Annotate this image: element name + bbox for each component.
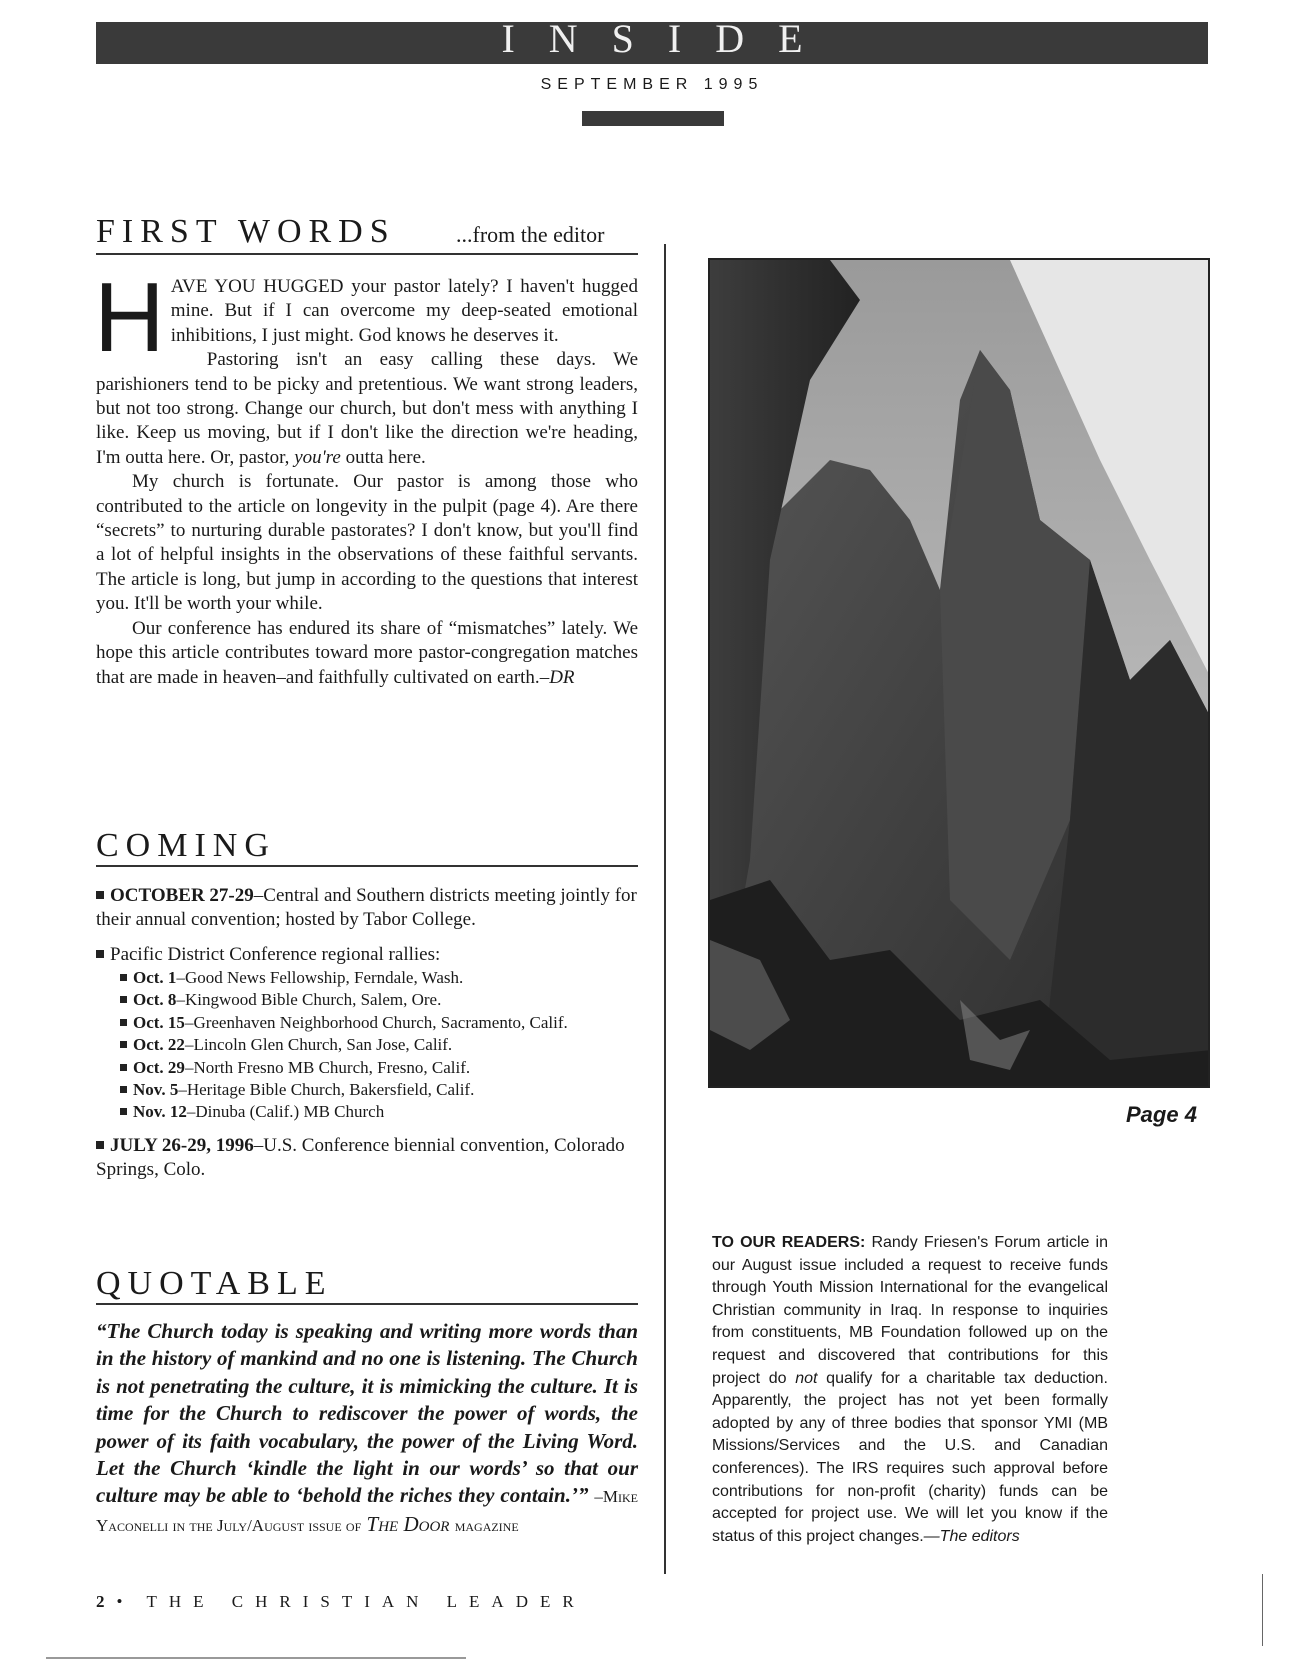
footer-separator: • bbox=[116, 1592, 135, 1611]
rally-item: Oct. 22–Lincoln Glen Church, San Jose, Calif. bbox=[120, 1034, 638, 1056]
coming-events bbox=[96, 884, 638, 1182]
readers-note: TO OUR READERS: Randy Friesen's Forum article in our August issue included a request to receive funds through Youth Mission International for the evangelical Christian community in Iraq. In response to inquiries from constituents, MB Foundation followed up on the request and discovered that contributions for this project do not qualify for a charitable tax deduction. Apparently, the project has not yet been formally adopted by any of three bodies that sponsor YMI (MB Missions/Services and the U.S. and Canadian conferences). The IRS requires such approval before contributions for non-profit (charity) funds can be accepted for project use. We will let you know if the status of this project changes.—The editors bbox=[712, 1234, 1109, 1545]
first-words-heading: FIRST WORDS bbox=[96, 213, 396, 250]
bullet-icon bbox=[120, 1041, 127, 1048]
quote-block: “The Church today is speaking and writing more words than in the history of mankind and no one is listening. The Church is not penetrating the culture, it is mimicking the culture. It is time for the Church to rediscover the power of words, the power of its faith vocabulary, the power of the Living Word. Let the Church ‘kindle the light in our words’ so that our culture may be able to ‘behold the riches they contain.’” –Mike Yaconelli in the July/August issue of The Door magazine bbox=[96, 1319, 639, 1536]
rally-item: Oct. 1–Good News Fellowship, Ferndale, Wash. bbox=[120, 967, 638, 989]
event-item: JULY 26-29, 1996–U.S. Conference biennial convention, Colorado Springs, Colo. bbox=[96, 1134, 625, 1181]
quotable-heading: QUOTABLE bbox=[96, 1265, 333, 1302]
rally-item: Oct. 8–Kingwood Bible Church, Salem, Ore. bbox=[120, 989, 638, 1011]
magazine-name: THE CHRISTIAN LEADER bbox=[146, 1592, 586, 1611]
photo-caption: Page 4 bbox=[1126, 1102, 1197, 1127]
bullet-icon bbox=[120, 1108, 127, 1115]
event-item: OCTOBER 27-29–Central and Southern districts meeting jointly for their annual convention; hosted by Tabor College. bbox=[96, 885, 637, 931]
quote-attribution: –Mike Yaconelli in the July/August issue of bbox=[96, 1487, 639, 1535]
drop-cap: H bbox=[94, 262, 165, 372]
masthead-bar bbox=[582, 111, 724, 126]
bullet-icon bbox=[120, 1064, 127, 1071]
rally-item: Oct. 15–Greenhaven Neighborhood Church, Sacramento, Calif. bbox=[120, 1012, 638, 1034]
page-number: 2 bbox=[96, 1592, 105, 1611]
coming-rule bbox=[96, 865, 638, 867]
event-item: Pacific District Conference regional rallies: bbox=[96, 943, 638, 967]
bullet-icon bbox=[96, 891, 104, 899]
bullet-icon bbox=[120, 974, 127, 981]
editorial-paragraph: Pastoring isn't an easy calling these days. We parishioners tend to be picky and pretentious. We want strong leaders, but not too strong. Change our church, but don't mess with anything I like. Keep us moving, but if I don't like the direction we're heading, I'm outta here. Or, pastor, you're outta here. bbox=[96, 349, 638, 468]
readers-note-signature: —The editors bbox=[923, 1527, 1020, 1545]
bullet-icon bbox=[96, 950, 104, 958]
readers-note-label: TO OUR READERS: bbox=[712, 1234, 866, 1251]
editorial-paragraph: HAVE YOU HUGGED your pastor lately? I haven't hugged mine. But if I can overcome my deep-seated emotional inhibitions, I just might. God knows he deserves it. bbox=[94, 262, 638, 372]
quotable-rule bbox=[96, 1303, 638, 1305]
page-footer bbox=[96, 1592, 586, 1612]
editor-signature: –DR bbox=[539, 666, 575, 688]
first-words-rule bbox=[96, 253, 638, 255]
publication-name: The Door bbox=[366, 1511, 450, 1536]
margin-mark bbox=[1262, 1574, 1263, 1646]
editorial-paragraph: My church is fortunate. Our pastor is among those who contributed to the article on longevity in the pulpit (page 4). Are there “secrets” to nurturing durable pastorates? I don't know, but you'll find a lot of helpful insights in the observations of these faithful servants. The article is long, but jump in according to the questions that interest you. It'll be worth your while. bbox=[96, 471, 638, 615]
rally-item: Oct. 29–North Fresno MB Church, Fresno, Calif. bbox=[120, 1057, 638, 1079]
masthead-title: INSIDE bbox=[501, 16, 837, 61]
bullet-icon bbox=[120, 1019, 127, 1026]
column-divider bbox=[664, 244, 666, 1574]
mountain-photo bbox=[708, 258, 1210, 1088]
bullet-icon bbox=[96, 1141, 104, 1149]
bullet-icon bbox=[120, 996, 127, 1003]
bullet-icon bbox=[120, 1086, 127, 1093]
footer-rule bbox=[46, 1657, 466, 1659]
coming-heading: COMING bbox=[96, 827, 276, 864]
mountain-illustration bbox=[710, 260, 1210, 1088]
rally-item: Nov. 5–Heritage Bible Church, Bakersfield, Calif. bbox=[120, 1079, 638, 1101]
rally-list bbox=[120, 967, 638, 1124]
rally-item: Nov. 12–Dinuba (Calif.) MB Church bbox=[120, 1101, 638, 1123]
editorial-body bbox=[94, 262, 638, 690]
first-words-subheading: ...from the editor bbox=[456, 222, 605, 247]
quote-text: “The Church today is speaking and writing more words than in the history of mankind and no one is listening. The Church is not penetrating the culture, it is mimicking the culture. It is time for the Church to rediscover the power of words, the power of its faith vocabulary, the power of the Living Word. Let the Church ‘kindle the light in our words’ so that our culture may be able to ‘behold the riches they contain.’” bbox=[96, 1319, 638, 1508]
issue-date: SEPTEMBER 1995 bbox=[540, 76, 764, 93]
editorial-paragraph: Our conference has endured its share of “mismatches” lately. We hope this article contributes toward more pastor-congregation matches that are made in heaven–and faithfully cultivated on earth.–DR bbox=[96, 617, 638, 688]
